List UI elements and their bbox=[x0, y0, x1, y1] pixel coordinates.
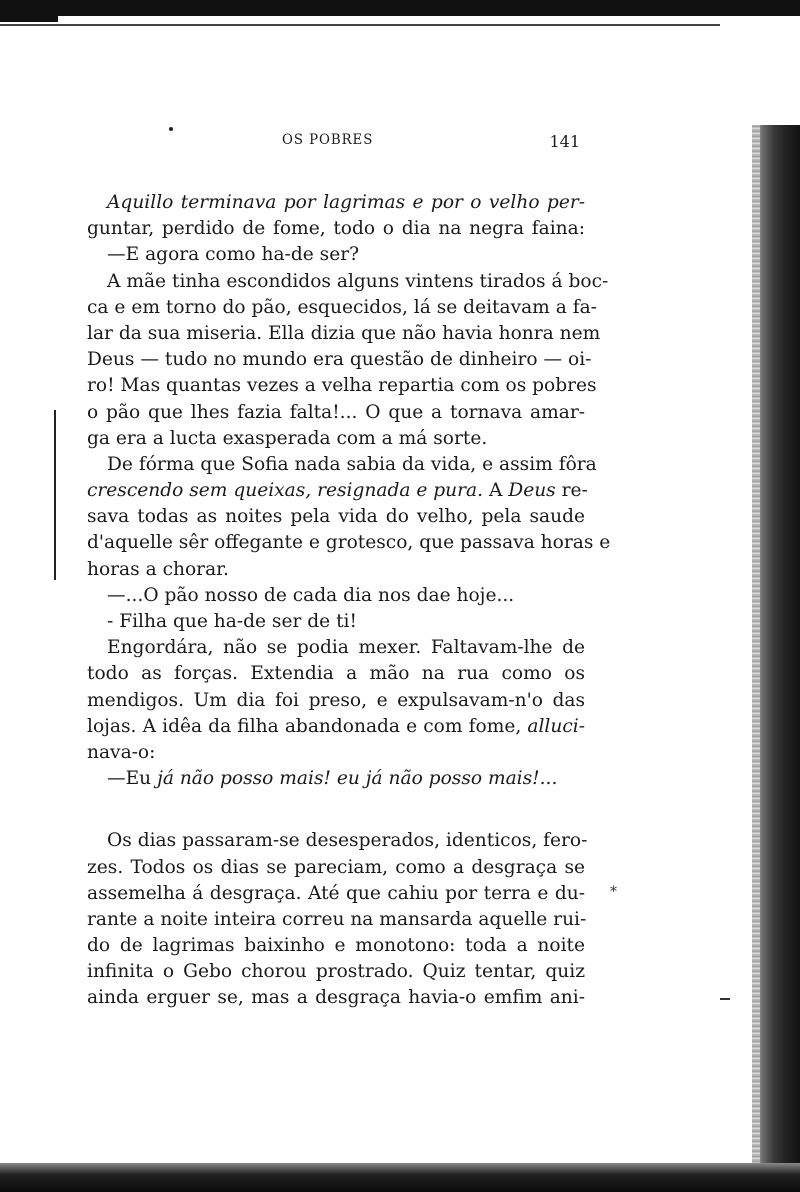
ink-speck bbox=[169, 127, 173, 131]
text-line: rante a noite inteira correu na mansarda aquelle rui- bbox=[87, 908, 587, 930]
text-run: já não posso mais! eu já não posso mais!... bbox=[157, 768, 558, 790]
margin-asterisk: * bbox=[610, 884, 617, 900]
text-line: —E agora como ha-de ser? bbox=[107, 244, 360, 266]
text-line: sava todas as noites pela vida do velho, pela saude bbox=[87, 506, 585, 528]
text-run: lojas. A idêa da filha abandonada e com fome, bbox=[87, 715, 528, 737]
running-title: OS POBRES bbox=[282, 132, 374, 148]
text-line: ro! Mas quantas vezes a velha repartia com os pobres bbox=[87, 375, 597, 397]
text-line: ga era a lucta exasperada com a má sorte. bbox=[87, 427, 488, 449]
body-text bbox=[87, 190, 611, 1012]
text-line: o pão que lhes fazia falta!... O que a tornava amar- bbox=[87, 401, 585, 423]
text-line: horas a chorar. bbox=[87, 558, 229, 580]
text-line: assemelha á desgraça. Até que cahiu por terra e du- bbox=[87, 882, 585, 904]
scan-top-border bbox=[0, 0, 800, 16]
scan-top-notch bbox=[0, 16, 58, 22]
text-line: Os dias passaram-se desesperados, identicos, fero- bbox=[107, 830, 588, 852]
text-line: todo as forças. Extendia a mão na rua como os bbox=[87, 663, 585, 685]
text-line: —...O pão nosso de cada dia nos dae hoje... bbox=[107, 584, 515, 606]
text-line: De fórma que Sofia nada sabia da vida, e assim fôra bbox=[107, 453, 597, 475]
text-line: guntar, perdido de fome, todo o dia na negra faina: bbox=[87, 218, 585, 240]
text-line bbox=[87, 478, 588, 504]
scan-page-edge bbox=[752, 125, 800, 1165]
text-run: re- bbox=[555, 480, 588, 502]
text-line: zes. Todos os dias se pareciam, como a desgraça se bbox=[87, 856, 585, 878]
text-run: crescendo sem queixas, resignada e pura. bbox=[87, 480, 484, 502]
text-run: Deus bbox=[508, 480, 556, 502]
text-run: —Eu bbox=[107, 768, 158, 790]
text-run: A bbox=[483, 480, 509, 502]
text-line bbox=[87, 714, 585, 740]
text-run: alluci- bbox=[527, 715, 585, 737]
text-line: nava-o: bbox=[87, 741, 156, 763]
text-line: do de lagrimas baixinho e monotono: toda a noite bbox=[87, 935, 585, 957]
page-number: 141 bbox=[549, 132, 580, 151]
text-line: d'aquelle sêr offegante e grotesco, que passava horas e bbox=[87, 532, 611, 554]
text-line bbox=[87, 766, 585, 792]
text-line: Engordára, não se podia mexer. Faltavam-lhe de bbox=[107, 637, 585, 659]
margin-dash bbox=[720, 998, 730, 1000]
margin-mark bbox=[54, 410, 56, 580]
scan-top-rule bbox=[0, 24, 720, 26]
text-line: ca e em torno do pão, esquecidos, lá se deitavam a fa- bbox=[87, 296, 597, 318]
text-line: lar da sua miseria. Ella dizia que não havia honra nem bbox=[87, 322, 601, 344]
text-line: Aquillo terminava por lagrimas e por o velho per- bbox=[107, 192, 585, 213]
text-line: A mãe tinha escondidos alguns vintens tirados á boc- bbox=[107, 270, 609, 292]
text-line: mendigos. Um dia foi preso, e expulsavam-n'o das bbox=[87, 689, 585, 711]
text-line: - Filha que ha-de ser de ti! bbox=[107, 611, 357, 632]
text-line: infinita o Gebo chorou prostrado. Quiz tentar, quiz bbox=[87, 961, 585, 983]
page-header bbox=[282, 132, 582, 152]
scan-bottom-border bbox=[0, 1163, 800, 1192]
text-line: Deus — tudo no mundo era questão de dinheiro — oi- bbox=[87, 349, 592, 371]
text-line: ainda erguer se, mas a desgraça havia-o emfim ani- bbox=[87, 987, 585, 1009]
section-break bbox=[87, 792, 585, 828]
